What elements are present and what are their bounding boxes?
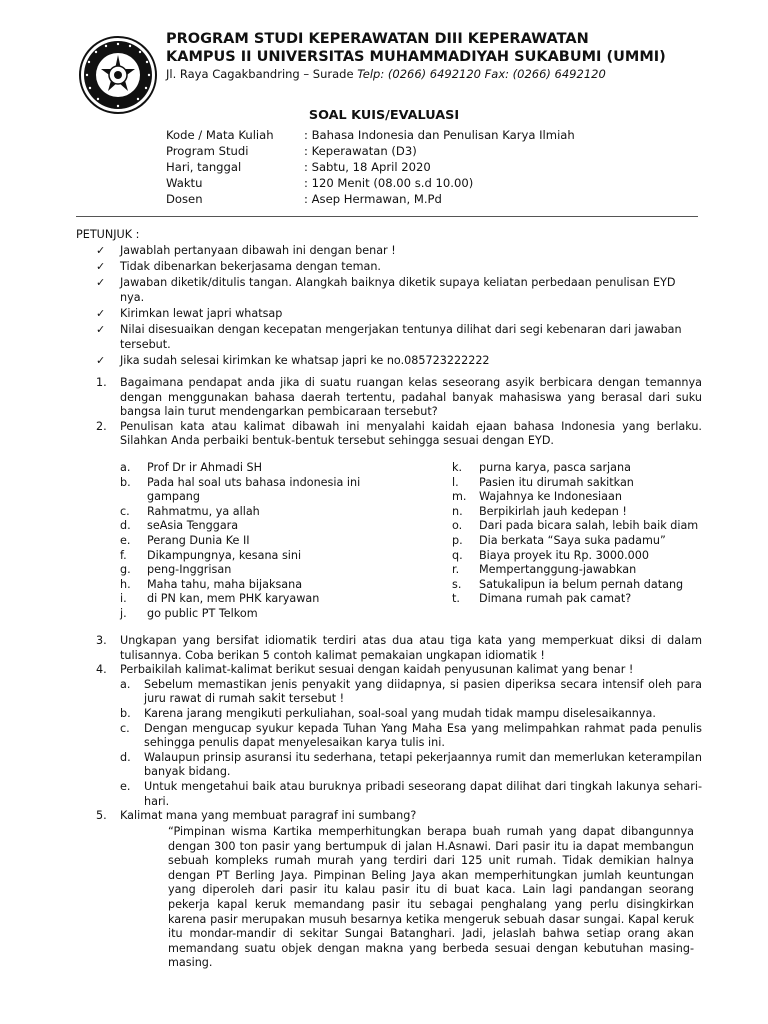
item-letter: d. xyxy=(120,750,131,764)
page-title: SOAL KUIS/EVALUASI xyxy=(308,108,460,123)
item-letter: b. xyxy=(120,475,131,489)
list-item xyxy=(120,461,380,476)
header-line-1: PROGRAM STUDI KEPERAWATAN DIII KEPERAWATAN xyxy=(166,31,589,47)
item-letter: t. xyxy=(452,592,460,606)
question-2 xyxy=(96,420,702,449)
meta-value: : 120 Menit (08.00 s.d 10.00) xyxy=(304,176,474,190)
item-text: di PN kan, mem PHK karyawan xyxy=(147,592,320,606)
item-letter: b. xyxy=(120,706,131,720)
exam-meta xyxy=(166,127,575,207)
item-text: Biaya proyek itu Rp. 3000.000 xyxy=(479,548,650,562)
instruction-text: Kirimkan lewat japri whatsap xyxy=(120,307,283,321)
question-3 xyxy=(96,634,702,663)
checkmark-icon: ✓ xyxy=(96,276,106,290)
item-letter: h. xyxy=(120,577,131,591)
item-text: Untuk mengetahui baik atau buruknya pribadi seseorang dapat dilihat dari tingkah lakunya sehari-hari. xyxy=(144,779,702,808)
header-address xyxy=(166,66,746,82)
instruction-item xyxy=(96,244,702,259)
item-text: Sebelum memastikan jenis penyakit yang diidapnya, si pasien diperiksa secara intensif oleh para juru rawat di rumah sakit tersebut ! xyxy=(144,677,702,706)
item-text: Maha tahu, maha bijaksana xyxy=(147,577,303,591)
item-text: Wajahnya ke Indonesiaan xyxy=(479,490,622,504)
item-letter: p. xyxy=(452,533,463,547)
item-text: Mempertanggung-jawabkan xyxy=(479,563,637,577)
item-text: Berpikirlah jauh kedepan ! xyxy=(479,504,627,518)
divider xyxy=(76,216,698,217)
question-number: 5. xyxy=(96,809,107,823)
question-5 xyxy=(96,809,702,824)
item-letter: d. xyxy=(120,519,131,533)
list-item xyxy=(120,563,380,578)
question-text: Perbaikilah kalimat-kalimat berikut sesuai dengan kaidah penyusunan kalimat yang benar ! xyxy=(120,663,634,677)
checkmark-icon: ✓ xyxy=(96,307,106,321)
meta-value: : Bahasa Indonesia dan Penulisan Karya Ilmiah xyxy=(304,128,575,142)
list-item xyxy=(452,505,702,520)
item-letter: f. xyxy=(120,548,127,562)
item-text: Perang Dunia Ke II xyxy=(147,533,250,547)
item-text: purna karya, pasca sarjana xyxy=(479,461,631,474)
item-letter: c. xyxy=(120,721,130,735)
list-item xyxy=(120,751,702,780)
item-letter: e. xyxy=(120,533,131,547)
instruction-item xyxy=(96,323,702,352)
item-letter: c. xyxy=(120,504,130,518)
item-letter: i. xyxy=(120,592,127,606)
item-text: seAsia Tenggara xyxy=(147,519,239,533)
item-text: Rahmatmu, ya allah xyxy=(147,504,260,518)
meta-row xyxy=(166,191,575,207)
item-text: Dari pada bicara salah, lebih baik diam xyxy=(479,519,699,533)
checkmark-icon: ✓ xyxy=(96,244,106,257)
item-text: Karena jarang mengikuti perkuliahan, soal-soal yang mudah tidak mampu diselesaikannya. xyxy=(144,706,656,720)
item-letter: j. xyxy=(120,606,127,620)
list-item xyxy=(120,578,380,593)
questions-1-2 xyxy=(96,376,702,449)
checkmark-icon: ✓ xyxy=(96,260,106,274)
item-text: Dia berkata “Saya suka padamu” xyxy=(479,533,666,547)
list-item xyxy=(120,722,702,751)
letterhead xyxy=(166,30,746,82)
item-letter: g. xyxy=(120,563,131,577)
item-letter: l. xyxy=(452,475,459,489)
question-4 xyxy=(96,663,702,678)
meta-row xyxy=(166,159,575,175)
item-text: Walaupun prinsip asuransi itu sederhana, tetapi pekerjaannya rumit dan memerlukan keterampilan banyak bidang. xyxy=(144,750,702,779)
list-item xyxy=(120,476,380,505)
contact-text: Telp: (0266) 6492120 Fax: (0266) 6492120 xyxy=(357,67,606,81)
question-number: 3. xyxy=(96,634,107,647)
list-item xyxy=(452,461,702,476)
list-item xyxy=(452,476,702,491)
instruction-item xyxy=(96,354,702,369)
q2-left-column xyxy=(120,461,380,622)
list-item xyxy=(452,592,702,607)
meta-key: Waktu xyxy=(166,176,203,190)
question-1 xyxy=(96,376,702,420)
item-letter: s. xyxy=(452,577,462,591)
meta-row xyxy=(166,143,575,159)
instruction-text: Jawablah pertanyaan dibawah ini dengan benar ! xyxy=(120,244,396,257)
list-item xyxy=(120,780,702,809)
list-item xyxy=(452,563,702,578)
item-letter: k. xyxy=(452,461,463,474)
list-item xyxy=(452,490,702,505)
list-item xyxy=(120,534,380,549)
item-text: Prof Dr ir Ahmadi SH xyxy=(147,461,263,474)
meta-row xyxy=(166,175,575,191)
checkmark-icon: ✓ xyxy=(96,354,106,368)
item-letter: r. xyxy=(452,563,460,577)
list-item xyxy=(120,592,380,607)
instruction-text: Nilai disesuaikan dengan kecepatan mengerjakan tentunya dilihat dari segi kebenaran dari jawaban tersebut. xyxy=(120,323,682,351)
meta-row xyxy=(166,127,575,143)
item-text: peng-Inggrisan xyxy=(147,563,232,577)
item-text: Satukalipun ia belum pernah datang xyxy=(479,577,684,591)
instruction-text: Jawaban diketik/ditulis tangan. Alangkah baiknya diketik supaya keliatan perbedaan penulisan EYD nya. xyxy=(120,276,676,304)
meta-value: : Keperawatan (D3) xyxy=(304,144,417,158)
question-number: 1. xyxy=(96,376,107,389)
list-item xyxy=(120,678,702,707)
questions-3-5 xyxy=(96,634,702,824)
question-text: Penulisan kata atau kalimat dibawah ini menyalahi kaidah ejaan bahasa Indonesia yang berlaku. Silahkan Anda perbaiki bentuk-bentuk tersebut sehingga sesuai dengan EYD. xyxy=(120,419,702,448)
list-item xyxy=(452,519,702,534)
checkmark-icon: ✓ xyxy=(96,323,106,337)
item-text: Dengan mengucap syukur kepada Tuhan Yang Maha Esa yang melimpahkan rahmat pada penulis sehingga penulis dapat menyelesaikan karya tulis ini. xyxy=(144,721,702,750)
q2-right-column xyxy=(452,461,702,607)
question-text: Ungkapan yang bersifat idiomatik terdiri atas dua atau tiga kata yang memperkuat diksi di dalam tulisannya. Coba berikan 5 contoh kalimat pemakaian ungkapan idiomatik ! xyxy=(120,634,702,662)
item-text: Pasien itu dirumah sakitkan xyxy=(479,475,634,489)
item-text: go public PT Telkom xyxy=(147,606,258,620)
meta-value: : Asep Hermawan, M.Pd xyxy=(304,192,442,206)
item-letter: m. xyxy=(452,490,467,504)
meta-key: Hari, tanggal xyxy=(166,160,242,174)
list-item xyxy=(120,707,702,722)
meta-key: Kode / Mata Kuliah xyxy=(166,128,274,142)
instruction-text: Tidak dibenarkan bekerjasama dengan teman. xyxy=(120,260,381,274)
item-text: Pada hal soal uts bahasa indonesia ini gampang xyxy=(147,475,361,504)
item-letter: q. xyxy=(452,548,463,562)
instructions-list xyxy=(96,244,702,370)
list-item xyxy=(120,505,380,520)
instruction-text: Jika sudah selesai kirimkan ke whatsap japri ke no.085723222222 xyxy=(120,354,490,368)
meta-value: : Sabtu, 18 April 2020 xyxy=(304,160,431,174)
item-letter: e. xyxy=(120,779,131,793)
list-item xyxy=(120,607,380,622)
question-text: Kalimat mana yang membuat paragraf ini sumbang? xyxy=(120,809,417,823)
item-letter: a. xyxy=(120,677,131,691)
item-letter: n. xyxy=(452,504,463,518)
list-item xyxy=(120,519,380,534)
instruction-item xyxy=(96,276,702,305)
question-number: 2. xyxy=(96,419,107,433)
list-item xyxy=(452,578,702,593)
university-seal-icon xyxy=(78,35,158,115)
meta-key: Program Studi xyxy=(166,144,249,158)
meta-key: Dosen xyxy=(166,192,203,206)
q4-items xyxy=(96,678,702,809)
header-line-2: KAMPUS II UNIVERSITAS MUHAMMADIYAH SUKABUMI (UMMI) xyxy=(166,49,666,65)
list-item xyxy=(452,534,702,549)
question-number: 4. xyxy=(96,663,107,677)
instruction-item xyxy=(96,260,702,275)
item-letter: o. xyxy=(452,519,463,533)
question-text: Bagaimana pendapat anda jika di suatu ruangan kelas seseorang asyik berbicara dengan temannya dengan menggunakan bahasa daerah tertentu, padahal banyak mahasiswa yang berasal dari suku bangsa lain turut mendengarkan pembicaraan tersebut? xyxy=(120,376,702,419)
list-item xyxy=(120,549,380,564)
item-letter: a. xyxy=(120,461,131,474)
item-text: Dimana rumah pak camat? xyxy=(479,592,632,606)
instruction-item xyxy=(96,307,702,322)
paragraph-quote: “Pimpinan wisma Kartika memperhitungkan berapa buah rumah yang dapat dibangunnya dengan 300 ton pasir yang bertumpuk di jalan H.Asnawi. Dari pasir itu ia dapat membangun sebuah kompleks rumah murah yang terdiri dari 125 unit rumah. Tidak demikian halnya dengan PT Berling Jaya. Pimpinan Beling Jaya akan memperhitungkan jumlah keuntungan yang diperoleh dari pasir itu kalau pasir itu di buat kaca. Lain lagi pandangan seorang pekerja kapal keruk memandang pasir itu sebagai penghalang yang perlu disingkirkan karena pasir merupakan musuh besarnya ketika mengeruk sebuah dasar sungai. Kapal keruk itu mondar-mandir di sekitar Sungai Batanghari. Jadi, jelaslah bahwa setiap orang akan memandang suatu objek dengan makna yang berbeda sesuai dengan kebutuhan masing-masing. xyxy=(168,825,694,970)
item-text: Dikampungnya, kesana sini xyxy=(147,548,302,562)
instructions-heading: PETUNJUK : xyxy=(76,228,140,241)
list-item xyxy=(452,549,702,564)
address-text: Jl. Raya Cagakbandring – Surade xyxy=(166,67,358,81)
